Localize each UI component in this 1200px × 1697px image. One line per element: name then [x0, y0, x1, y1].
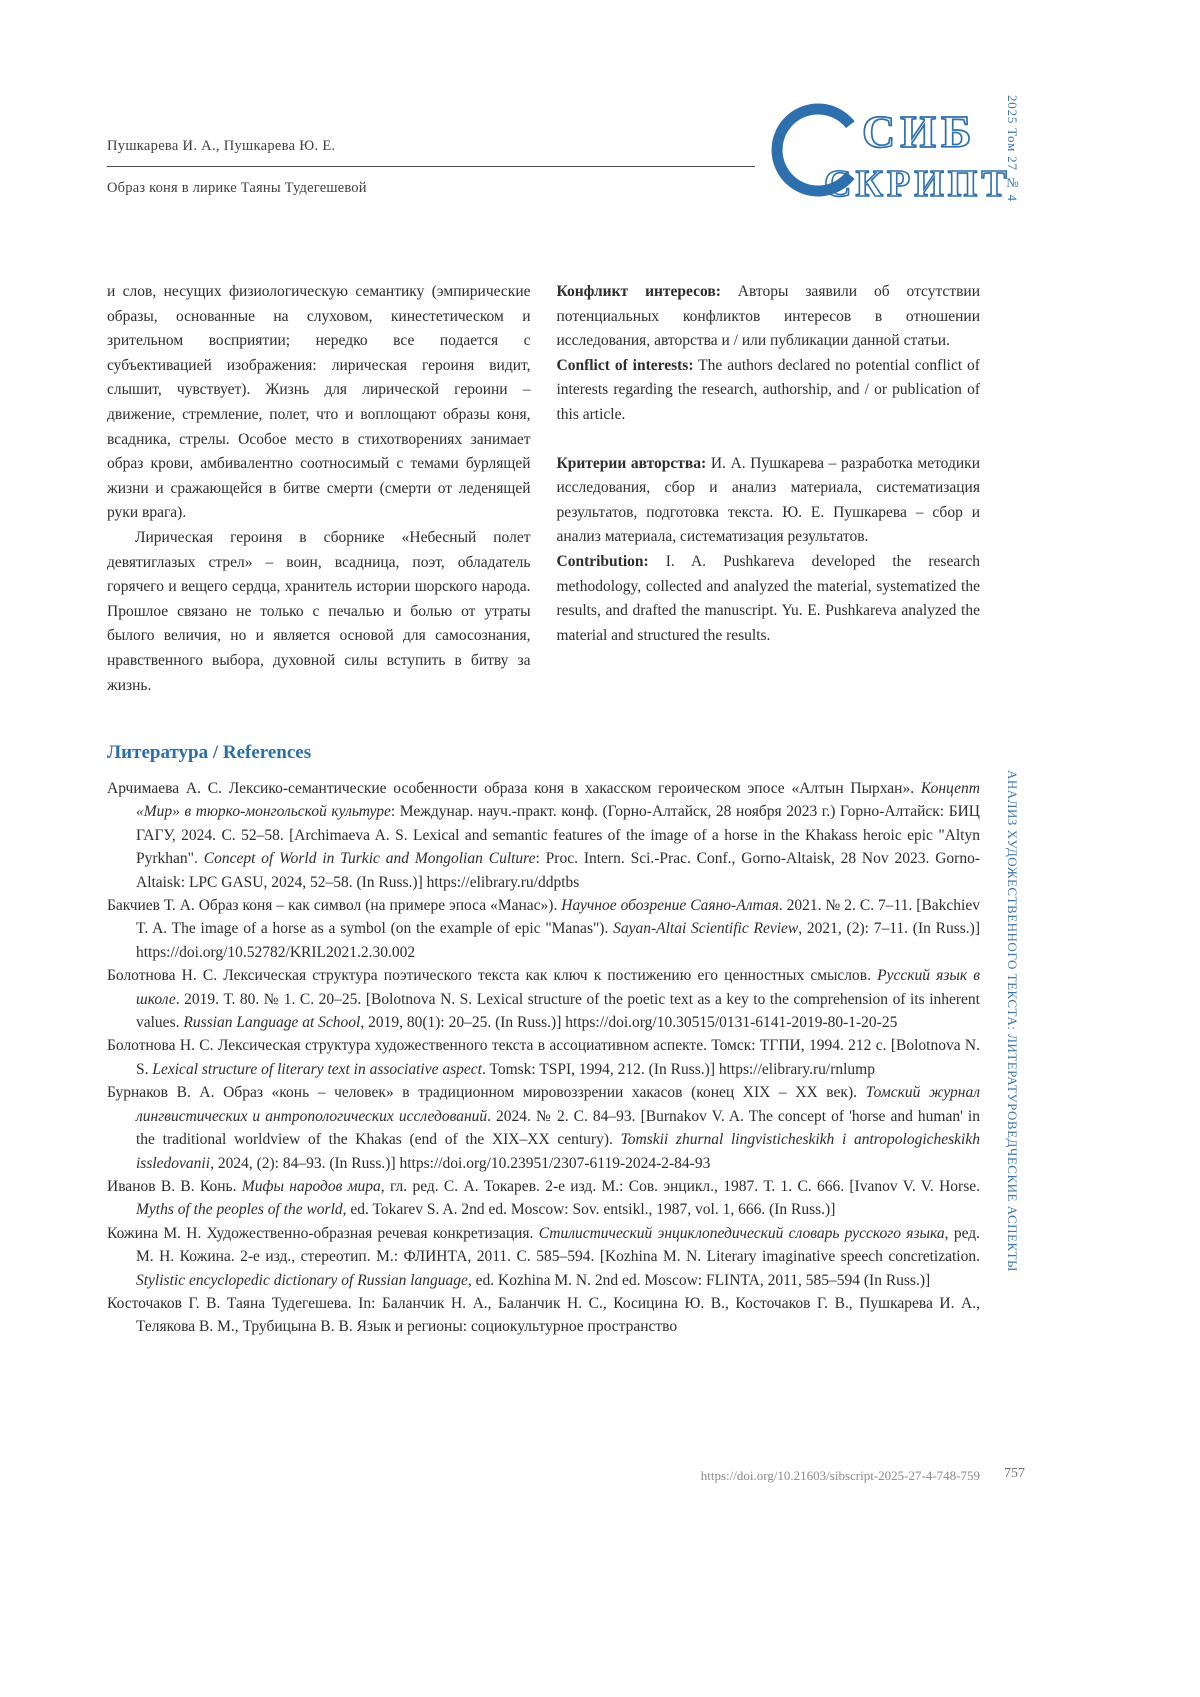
reference-item — [107, 964, 980, 1034]
reference-text: Арчимаева А. С. Лексико-семантические особенности образа коня в хакасском героическом эпосе «Алтын Пырхан». — [107, 780, 921, 797]
reference-text: , гл. ред. С. А. Токарев. 2-е изд. М.: Сов. энцикл., 1987. Т. 1. С. 666. [Ivanov V. V. Horse. — [380, 1177, 981, 1195]
reference-text: , 2019, 80(1): 20–25. (In Russ.)] https://doi.org/10.30515/0131-6141-2019-80-1-20-25 — [360, 1014, 898, 1032]
reference-text: , 2021, (2): 7–11. (In Russ.)] https://doi.org/10.52782/KRIL2021.2.30.002 — [136, 920, 980, 961]
article-paragraph: Лирическая героиня в сборнике «Небесный полет девятиглазых стрел» – воин, всадница, поэт, обладатель горячего и вещего сердца, хранитель истории шорского народа. Прошлое связано не только с печалью и болью от утраты былого величия, но и является основой для самосознания, нравственного выбора, духовной силы вступить в битву за жизнь. — [107, 528, 531, 694]
conflict-ru-label: Конфликт интересов: — [556, 283, 721, 300]
left-column — [107, 280, 531, 698]
reference-title-italic: Sayan-Altai Scientific Review — [613, 920, 799, 938]
volume-info-vertical: 2025 Том 27 № 4 — [1005, 95, 1020, 202]
logo-text-line1: СИБ — [862, 106, 977, 157]
section-title-vertical: АНАЛИЗ ХУДОЖЕСТВЕННОГО ТЕКСТА: ЛИТЕРАТУРОВЕДЧЕСКИЕ АСПЕКТЫ — [1005, 770, 1020, 1272]
contribution-ru — [557, 452, 981, 550]
reference-text: Бакчиев Т. А. Образ коня – как символ (на примере эпоса «Манас»). — [107, 897, 562, 915]
reference-item — [107, 1034, 980, 1081]
page-number: 757 — [1004, 1466, 1025, 1481]
running-title: Образ коня в лирике Таяны Тудегешевой — [107, 180, 367, 196]
reference-text: , ed. Tokarev S. A. 2nd ed. Moscow: Sov. entsikl., 1987, vol. 1, 666. (In Russ.)] — [342, 1201, 836, 1219]
reference-text: Болотнова Н. С. Лексическая структура художественного текста в ассоциативном аспекте. Томск: ТГПИ, 1994. 212 с. [Bolotnova N. S. — [107, 1037, 980, 1078]
reference-text: Кожина М. Н. Художественно-образная речевая конкретизация. — [107, 1224, 539, 1242]
reference-title-italic: Научное обозрение Саяно-Алтая — [561, 897, 779, 915]
header-divider — [107, 166, 755, 167]
conflict-of-interest-en — [557, 354, 981, 428]
reference-text: : Proc. Intern. Sci.-Prac. Conf., Gorno-Altaisk, 28 Nov 2023. Gorno-Altaisk: LPC GASU, 2024, 52–58. (In Russ.)] https://elibrary.ru/ddptbs — [136, 850, 980, 891]
reference-title-italic: Стилистический энциклопедический словарь русского языка — [538, 1224, 945, 1242]
reference-title-italic: Stylistic encyclopedic dictionary of Russian language — [136, 1271, 468, 1289]
reference-title-italic: Myths of the peoples of the world — [136, 1201, 343, 1219]
reference-item — [107, 777, 980, 894]
body-columns — [107, 280, 980, 698]
contribution-en-text: I. A. Pushkareva developed the research methodology, collected and analyzed the material, systematized the results, and drafted the manuscript. Yu. E. Pushkareva analyzed the material and structured the results. — [556, 552, 980, 644]
reference-text: . 2021. № 2. С. 7–11. [Bakchiev T. A. The image of a horse as a symbol (on the example of epic "Manas"). — [136, 897, 980, 938]
reference-title-italic: Концепт «Мир» в тюрко-монгольской культуре — [136, 780, 980, 821]
article-doi: https://doi.org/10.21603/sibscript-2025-27-4-748-759 — [700, 1468, 980, 1483]
reference-item — [107, 1222, 980, 1292]
reference-list — [107, 777, 980, 1339]
reference-item — [107, 894, 980, 964]
reference-text: Болотнова Н. С. Лексическая структура поэтического текста как ключ к постижению его ценностных смыслов. — [107, 967, 878, 985]
reference-title-italic: Мифы народов мира — [241, 1177, 381, 1195]
logo-text-line2: СКРИПТ — [824, 163, 1011, 205]
reference-text: . 2024. № 2. С. 84–93. [Burnakov V. A. The concept of 'horse and human' in the traditional worldview of the Khakas (end of the XIX–XX century). — [136, 1107, 980, 1149]
reference-text: Косточаков Г. В. Таяна Тудегешева. In: Баланчик Н. А., Баланчик Н. С., Косицина Ю. В., Косточаков Г. В., Пушкарева И. А., Телякова В. М., Трубицына В. В. Язык и регионы: социокультурное пространство — [107, 1294, 980, 1336]
reference-title-italic: Русский язык в школе — [136, 967, 980, 1008]
reference-text: . Tomsk: TSPI, 1994, 212. (In Russ.)] https://elibrary.ru/rnlump — [481, 1060, 875, 1078]
contribution-en — [557, 550, 981, 648]
conflict-ru-text: Авторы заявили об отсутствии потенциальных конфликтов интересов в отношении исследования, авторства и / или публикации данной статьи. — [556, 283, 980, 350]
conflict-en-text: The authors declared no potential conflict of interests regarding the research, authorship, and / or publication of this article. — [556, 356, 980, 423]
conflict-en-label: Conflict of interests: — [556, 356, 694, 374]
reference-title-italic: Russian Language at School — [183, 1014, 361, 1032]
running-author: Пушкарева И. А., Пушкарева Ю. Е. — [107, 138, 336, 154]
reference-text: , ред. М. Н. Кожина. 2-е изд., стереотип. М.: ФЛИНТА, 2011. С. 585–594. [Kozhina M. N. Literary imaginative speech concretization. — [136, 1224, 981, 1266]
reference-text: . 2019. Т. 80. № 1. С. 20–25. [Bolotnova N. S. Lexical structure of the poetic text as a key to the comprehension of its inherent values. — [136, 990, 980, 1032]
conflict-of-interest-ru — [557, 280, 981, 354]
sibscript-logo-icon — [768, 92, 1011, 219]
contribution-ru-text: И. А. Пушкарева – разработка методики исследования, сбор и анализ материала, систематизация результатов, подготовка текста. Ю. Е. Пушкарева – сбор и анализ материала, систематизация результатов. — [556, 454, 980, 546]
references-section — [107, 742, 980, 1339]
right-column — [557, 280, 981, 698]
reference-text: Иванов В. В. Конь. — [107, 1177, 242, 1195]
running-head — [107, 138, 757, 197]
reference-item — [107, 1292, 980, 1339]
reference-title-italic: Concept of World in Turkic and Mongolian Culture — [203, 850, 536, 868]
contribution-en-label: Contribution: — [556, 552, 649, 570]
reference-text: Бурнаков В. А. Образ «конь – человек» в традиционном мировоззрении хакасов (конец XIX – XX век). — [107, 1084, 866, 1102]
references-heading: Литература / References — [107, 742, 312, 763]
reference-title-italic: Lexical structure of literary text in associative aspect — [152, 1060, 482, 1078]
article-paragraph: и слов, несущих физиологическую семантику (эмпирические образы, основанные на слуховом, кинестетическом и зрительном восприятии; нередко все подается с субъективацией изображения: лирическая героиня видит, слышит, чувствует). Жизнь для лирической героини – движение, стремление, полет, что и воплощают образы коня, всадника, стрелы. Особое место в стихотворениях занимает образ крови, амбивалентно соотносимый с темами бурлящей жизни и сражающейся в битве смерти (смерти от леденящей руки врага). — [107, 283, 531, 522]
reference-text: , ed. Kozhina M. N. 2nd ed. Moscow: FLINTA, 2011, 585–594 (In Russ.)] — [467, 1271, 931, 1289]
reference-text: : Междунар. науч.-практ. конф. (Горно-Алтайск, 28 ноября 2023 г.) Горно-Алтайск: БИЦ ГАГУ, 2024. С. 52–58. [Archimaeva A. S. Lexical and semantic features of the image of a horse in the Khakass heroic epic "Altyn Pyrkhan". — [136, 803, 980, 868]
reference-item — [107, 1175, 980, 1222]
reference-text: , 2024, (2): 84–93. (In Russ.)] https://doi.org/10.23951/2307-6119-2024-2-84-93 — [210, 1154, 711, 1172]
contribution-ru-label: Критерии авторства: — [556, 454, 707, 472]
reference-item — [107, 1081, 980, 1175]
reference-title-italic: Томский журнал лингвистических и антропологических исследований — [136, 1084, 980, 1125]
reference-title-italic: Tomskii zhurnal lingvisticheskikh i antropologicheskikh issledovanii — [136, 1131, 980, 1172]
